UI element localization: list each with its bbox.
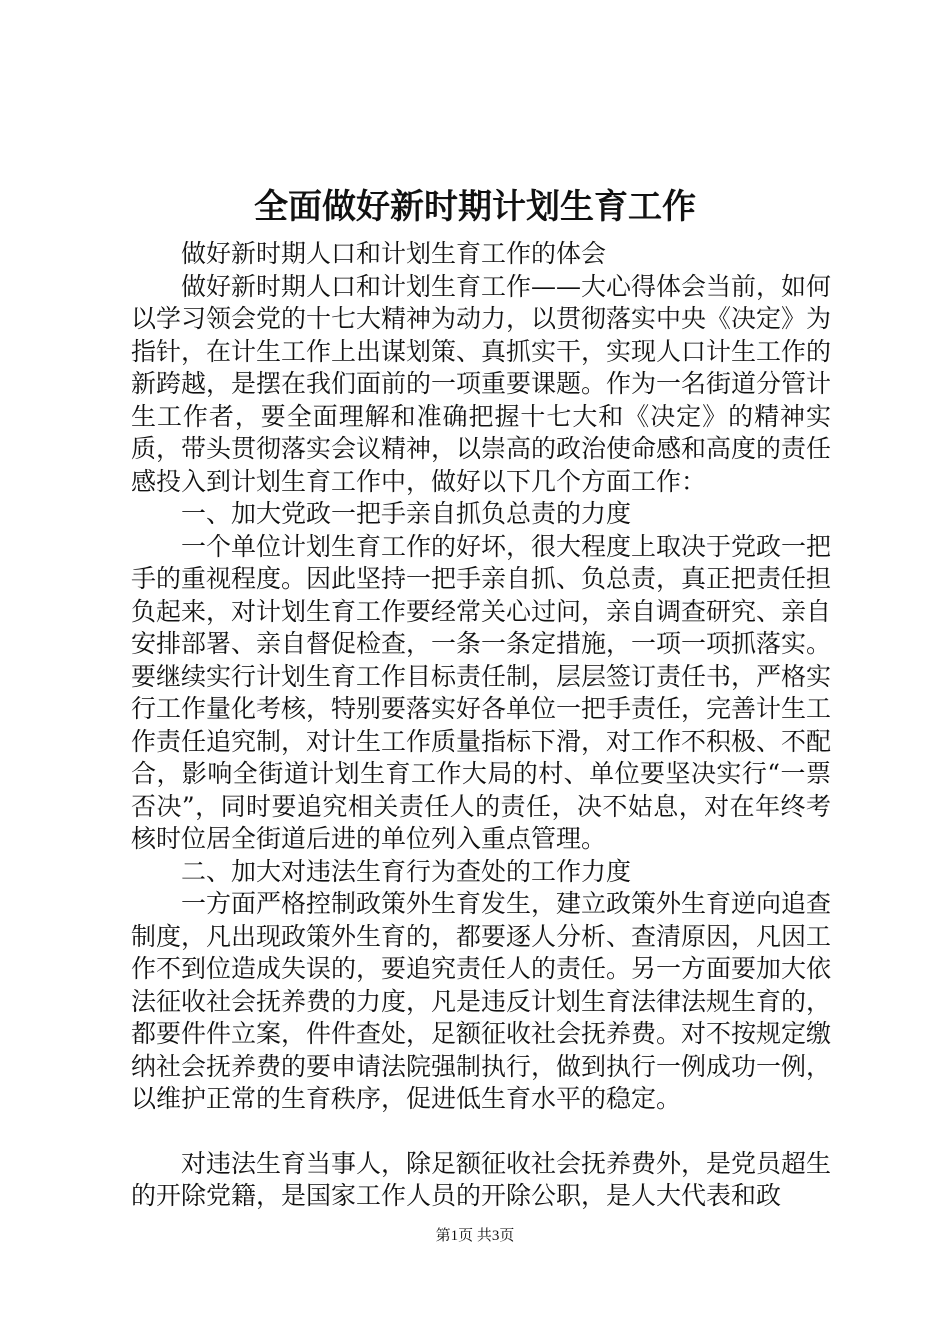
paragraph-intro: 做好新时期人口和计划生育工作——大心得体会当前，如何以学习领会党的十七大精神为动力，以贯彻落实中央《决定》为指针，在计生工作上出谋划策、真抓实干，实现人口计生工作的新跨越，是摆在我们面前的一项重要课题。作为一名街道分管计生工作者，要全面理解和准确把握十七大和《决定》的精神实质，带头贯彻落实会议精神，以崇高的政治使命感和高度的责任感投入到计划生育工作中，做好以下几个方面工作： (131, 271, 832, 496)
paragraph-section-1: 一个单位计划生育工作的好坏，很大程度上取决于党政一把手的重视程度。因此坚持一把手亲自抓、负总责，真正把责任担负起来，对计划生育工作要经常关心过问，亲自调查研究、亲自安排部署、亲自督促检查，一条一条定措施，一项一项抓落实。要继续实行计划生育工作目标责任制，层层签订责任书，严格实行工作量化考核，特别要落实好各单位一把手责任，完善计生工作责任追究制，对计生工作质量指标下滑，对工作不积极、不配合，影响全街道计划生育工作大局的村、单位要坚决实行“一票否决”，同时要追究相关责任人的责任，决不姑息，对在年终考核时位居全街道后进的单位列入重点管理。 (131, 531, 832, 853)
document-body (131, 238, 831, 1213)
page-footer: 第1页 共3页 (435, 1228, 515, 1244)
document-title: 全面做好新时期计划生育工作 (254, 187, 696, 227)
paragraph-continued: 对违法生育当事人，除足额征收社会抚养费外，是党员超生的开除党籍，是国家工作人员的开除公职，是人大代表和政 (131, 1148, 832, 1210)
section-heading-2: 二、加大对违法生育行为查处的工作力度 (181, 856, 632, 886)
paragraph-section-2: 一方面严格控制政策外生育发生，建立政策外生育逆向追查制度，凡出现政策外生育的，都要逐人分析、查清原因，凡因工作不到位造成失误的，要追究责任人的责任。另一方面要加大依法征收社会抚养费的力度，凡是违反计划生育法律法规生育的，都要件件立案，件件查处，足额征收社会抚养费。对不按规定缴纳社会抚养费的要申请法院强制执行，做到执行一例成功一例，以维护正常的生育秩序，促进低生育水平的稳定。 (131, 889, 832, 1113)
paragraph-subtitle: 做好新时期人口和计划生育工作的体会 (181, 239, 607, 268)
section-heading-1: 一、加大党政一把手亲自抓负总责的力度 (181, 499, 632, 528)
